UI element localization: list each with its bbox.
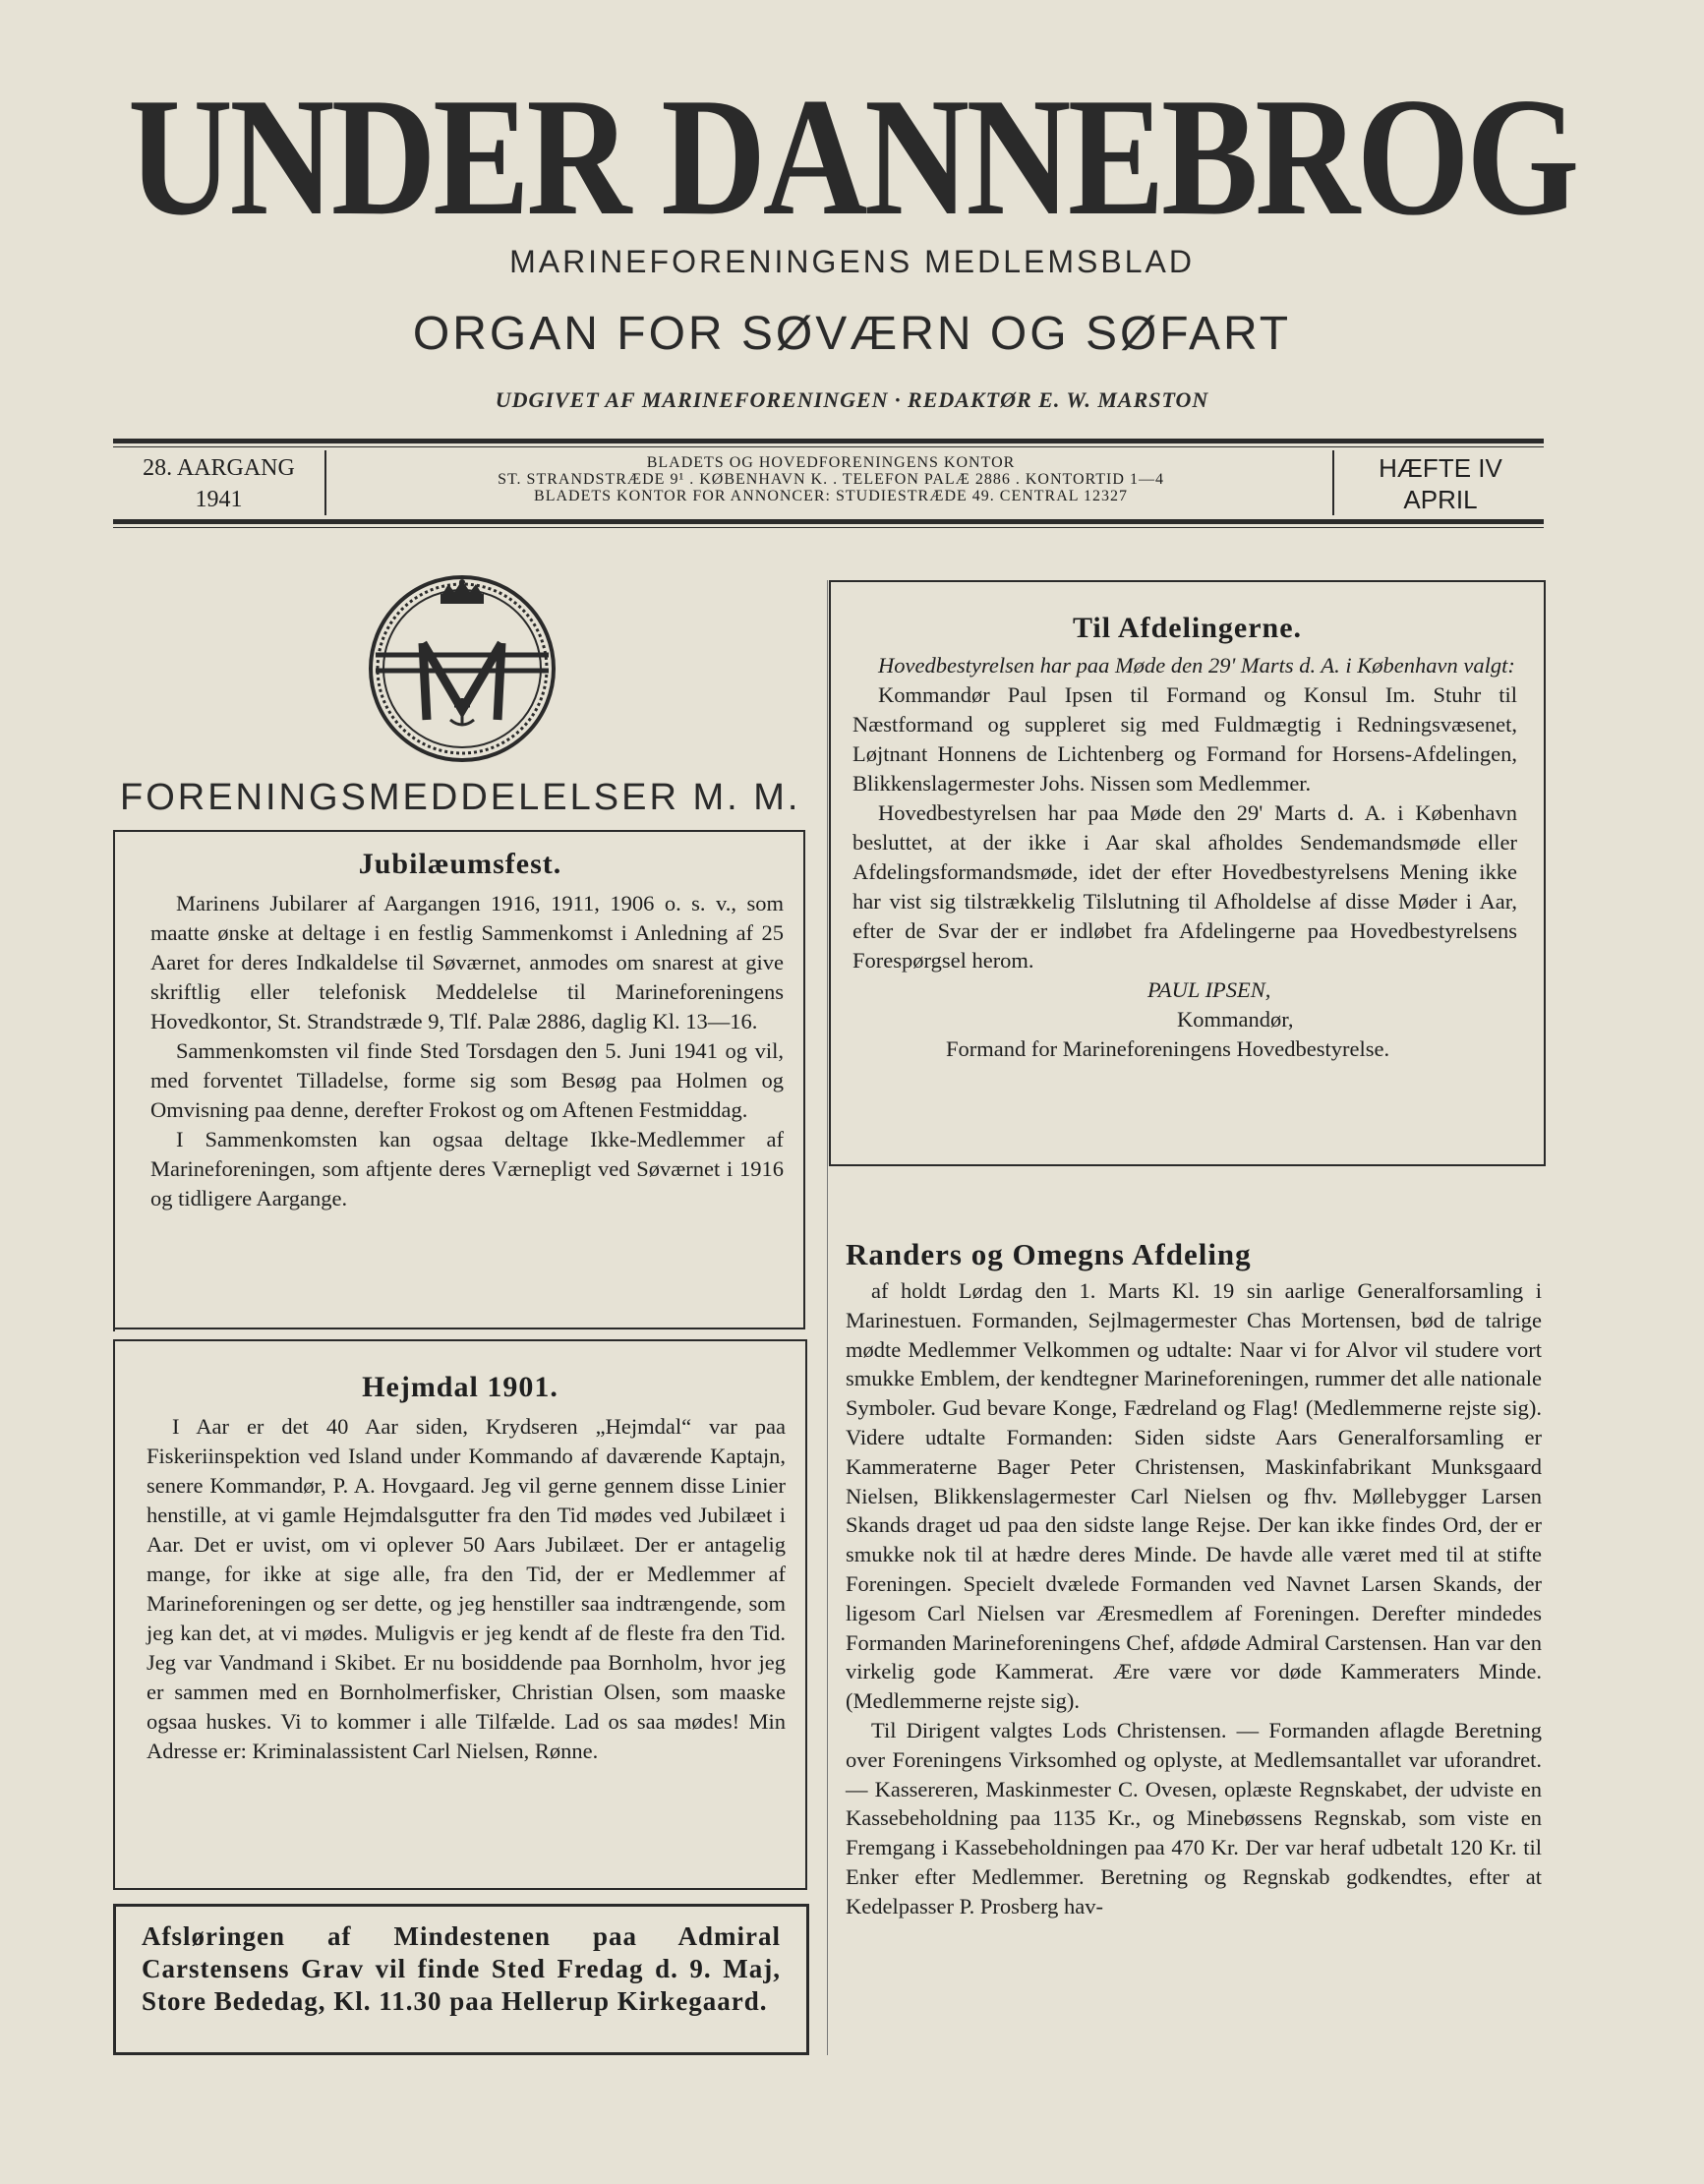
office-line3: BLADETS KONTOR FOR ANNONCER: STUDIESTRÆDE 49. CENTRAL 12327 <box>534 488 1128 504</box>
jubilee-title: Jubilæumsfest. <box>358 848 562 880</box>
jubilee-right-edge <box>803 830 805 1329</box>
issue: HÆFTE IV <box>1379 453 1502 483</box>
hejmdal-title: Hejmdal 1901. <box>362 1371 558 1403</box>
afdelinger-p3: Hovedbestyrelsen har paa Møde den 29' Marts d. A. i København besluttet, at der ikke i Aar skal afholdes Sendemandsmøde eller Afdelingsformandsmøde, idet der efter Hovedbestyrelsens Mening ikke har vist sig tilstrækkelig Tilslutning til Afholdelse af disse Møder i Aar, efter de Svar der er indløbet fra Afdelingerne paa Hovedbestyrelsens Forespørgsel herom. <box>852 800 1517 973</box>
jubilee-body <box>115 889 784 1213</box>
issue-block <box>1337 452 1544 515</box>
masthead-title: UNDER DANNEBROG <box>128 64 1576 251</box>
afdelinger-sign-name: PAUL IPSEN, <box>1147 977 1271 1002</box>
bottom-rule-thin <box>113 527 1544 528</box>
jubilee-box <box>113 830 805 1331</box>
unveiling-text: Afsløringen af Mindestenen paa Admiral Carstensens Grav vil finde Sted Fredag d. 9. Maj, Store Bededag, Kl. 11.30 paa Hellerup Kirkegaard. <box>142 1921 781 2016</box>
hejmdal-box <box>113 1339 807 1890</box>
afdelinger-title: Til Afdelingerne. <box>1072 612 1303 644</box>
randers-p1: af holdt Lørdag den 1. Marts Kl. 19 sin aarlige Generalforsamling i Marinestuen. Formanden, Sejlmagermester Chas Mortensen, bød de talrige mødte Medlemmer Velkommen og udtalte: Naar vi for Alvor vil studere vort smukke Emblem, der kendtegner Marineforeningen, rummer det alle nationale Symboler. Gud bevare Konge, Fædreland og Flag! (Medlemmerne rejste sig). Videre udtalte Formanden: Siden sidste Aars Generalforsamling er Kammeraterne Bager Peter Christensen, Maskinfabrikant Munksgaard Nielsen, Blikkenslagermester Carl Nielsen og fhv. Møllebygger Larsen Skands draget ud paa den sidste lange Rejse. Der kan ikke findes Ord, der er smukke nok til at hædre deres Minde. De havde alle været med til at stifte Foreningen. Specielt dvælede Formanden ved Navnet Larsen Skands, der ligesom Carl Nielsen var Æresmedlem af Foreningen. Derefter mindedes Formanden Marineforeningens Chef, afdøde Admiral Carstensen. Han var den virkelig gode Kammerat. Ære være vor døde Kammeraters Minde. (Medlemmerne rejste sig). <box>846 1278 1542 1714</box>
office-block <box>324 454 1337 504</box>
masthead-subtitle: MARINEFORENINGENS MEDLEMSBLAD <box>509 244 1195 279</box>
unveiling-box <box>113 1904 809 2055</box>
jubilee-p1: Marinens Jubilarer af Aargangen 1916, 1911, 1906 o. s. v., som maatte ønske at deltage i en festlig Sammenkomst i Anledning af 25 Aaret for deres Indkaldelse til Søværnet, anmodes om snarest at give skriftlig eller telefonisk Meddelelse til Marineforeningens Hovedkontor, St. Strandstræde 9, Tlf. Palæ 2886, daglig Kl. 13—16. <box>150 891 784 1033</box>
office-line2: ST. STRANDSTRÆDE 9¹ . KØBENHAVN K. . TELEFON PALÆ 2886 . KONTORTID 1—4 <box>498 471 1164 488</box>
volume: 28. AARGANG <box>143 455 295 481</box>
marineforeningen-emblem-icon <box>366 572 558 765</box>
hejmdal-p1: I Aar er det 40 Aar siden, Krydseren „Hejmdal“ var paa Fiskeriinspektion ved Island under Kommando af daværende Kaptajn, senere Kommandør, P. A. Hovgaard. Jeg vil gerne gennem disse Linier henstille, at vi gamle Hejmdalsgutter fra den Tid mødes ved Jubilæet i Aar. Det er uvist, om vi oplever 50 Aars Jubilæet. Der er antagelig mange, for ikke at sige alle, fra den Tid, der er Medlemmer af Marineforeningen og ser dette, og jeg henstiller saa indtrængende, som jeg kan det, at vi mødes. Muligvis er jeg kendt af de fleste fra den Tid. Jeg var Vandmand i Skibet. Er nu bosiddende paa Bornholm, hvor jeg er sammen med en Bornholmerfisker, Christian Olsen, som maaske ogsaa huskes. Vi to kommer i alle Tilfælde. Lad os saa mødes! Min Adresse er: Kriminalassistent Carl Nielsen, Rønne. <box>147 1414 786 1763</box>
top-rule <box>113 439 1544 443</box>
afdelinger-sign-title: Kommandør, <box>1177 1007 1294 1032</box>
afdelinger-p2: Kommandør Paul Ipsen til Formand og Konsul Im. Stuhr til Næstformand og suppleret sig med Fuldmægtig i Redningsvæsenet, Løjtnant Honnens de Lichtenberg og Formand for Horsens-Afdelingen, Blikkenslagermester Johs. Nissen som Medlemmer. <box>852 682 1517 796</box>
office-line1: BLADETS OG HOVEDFORENINGENS KONTOR <box>646 454 1016 471</box>
year: 1941 <box>195 487 243 512</box>
afdelinger-p1: Hovedbestyrelsen har paa Møde den 29' Marts d. A. i København valgt: <box>878 653 1515 678</box>
afdelinger-body <box>831 651 1517 1064</box>
section-heading: FORENINGSMEDDELELSER M. M. <box>120 777 801 818</box>
randers-body <box>846 1276 1542 1921</box>
masthead-editor: UDGIVET AF MARINEFORENINGEN · REDAKTØR E. W. MARSTON <box>495 387 1209 412</box>
jubilee-bottom-edge <box>113 1328 805 1329</box>
column-divider <box>827 580 828 2055</box>
info-bar <box>113 444 1544 523</box>
randers-title: Randers og Omegns Afdeling <box>846 1237 1252 1271</box>
info-divider-right <box>1332 450 1334 515</box>
randers-p2: Til Dirigent valgtes Lods Christensen. — Formanden aflagde Beretning over Foreningens Virksomhed og oplyste, at Medlemsantallet var uforandret. — Kassereren, Maskinmester C. Ovesen, oplæste Regnskabet, der udviste en Kassebeholdning paa 1135 Kr., og Minebøssens Regnskab, som viste en Fremgang i Kassebeholdningen paa 470 Kr. Der var heraf udbetalt 120 Kr. til Enker efter Medlemmer. Beretning og Regnskab godkendtes, efter at Kedelpasser P. Prosberg hav- <box>846 1717 1542 1918</box>
volume-block <box>113 452 324 515</box>
hejmdal-body <box>115 1412 786 1766</box>
afdelinger-box <box>829 580 1546 1166</box>
month: APRIL <box>1403 485 1478 514</box>
afdelinger-sign-role: Formand for Marineforeningens Hovedbestyrelse. <box>946 1036 1390 1061</box>
jubilee-p3: I Sammenkomsten kan ogsaa deltage Ikke-Medlemmer af Marineforeningen, som aftjente deres Værnepligt ved Søværnet i 1916 og tidligere Aargange. <box>150 1127 784 1210</box>
masthead-organ: ORGAN FOR SØVÆRN OG SØFART <box>412 308 1292 360</box>
jubilee-p2: Sammenkomsten vil finde Sted Torsdagen den 5. Juni 1941 og vil, med forventet Tilladelse, forme sig som Besøg paa Holmen og Omvisning paa denne, derefter Frokost og om Aftenen Festmiddag. <box>150 1038 784 1122</box>
